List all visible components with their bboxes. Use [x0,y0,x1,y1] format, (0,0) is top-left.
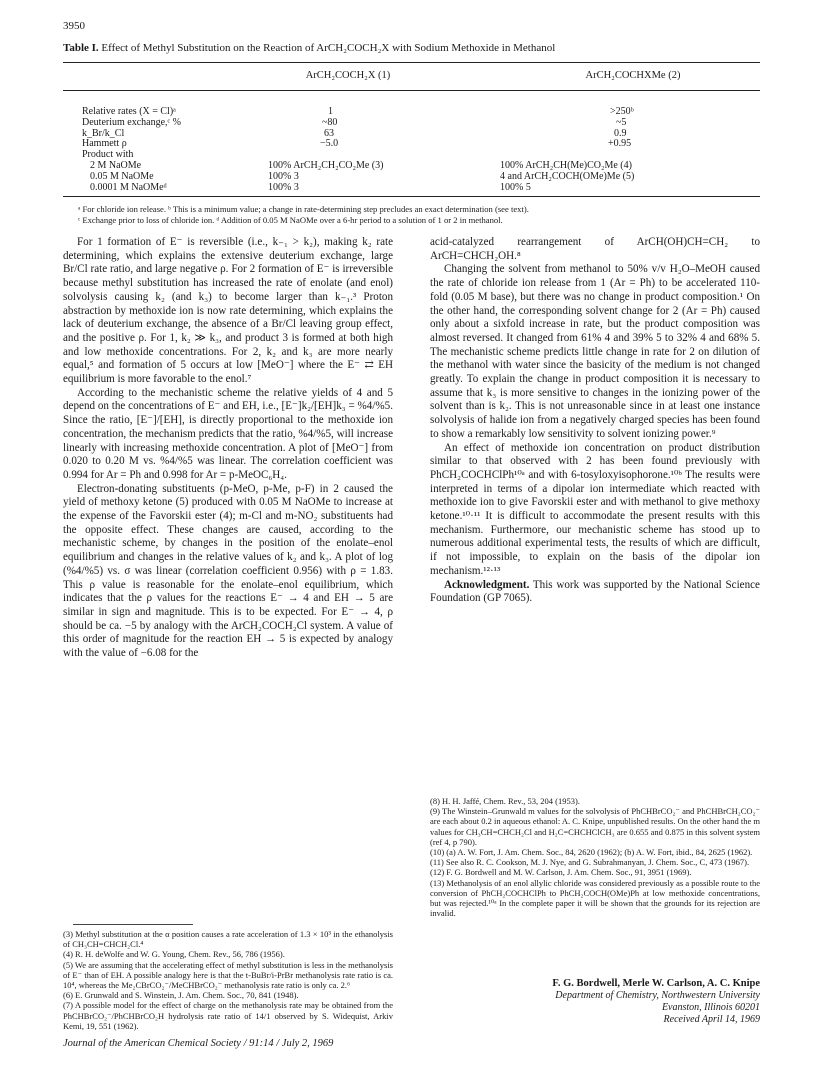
row-label: 0.0001 M NaOMeᵈ [90,181,167,193]
table-caption [63,42,763,54]
affiliation-city: Evanston, Illinois 60201 [661,1002,760,1013]
ack-text: This work was supported by the National Science Foundation (GP 7065). [430,578,760,605]
table-top-rule [63,62,760,63]
right-references [430,796,760,918]
acknowledgment [430,579,760,606]
affiliation: Department of Chemistry, Northwestern University [555,990,760,1001]
table-cell: 100% ArCH₂CH(Me)CO₂Me (4) [500,159,632,171]
row-label: Relative rates (X = Cl)ᵃ [82,106,176,117]
reference: (11) See also R. C. Cookson, M. J. Nye, and G. Subrahmanyan, J. Chem. Soc., C, 473 (1967). [430,857,750,868]
reference: (4) R. H. deWolfe and W. G. Young, Chem. Rev., 56, 786 (1956). [63,949,285,960]
table-col1-header: ArCH₂COCH₂X (1) [305,70,391,81]
table-cell: −5.0 [320,138,339,150]
body-paragraph: Electron-donating substituents (p-MeO, p-Me, p-F) in 2 caused the yield of methoxy ketone (5) produced with 0.05 M NaOMe to increase at the expense of the Favorskii ester (4); m-Cl and m-NO₂ substituents had the opposite effect. These changes are caused, according to the mechanistic scheme, by changes in the position of the enolate–enol equilibrium and changes in the relative values of k₂ and k₃. A plot of log (%4/%5) vs. σ was linear (correlation coefficient 0.956) with ρ = 1.83. This ρ value is reasonable for the enolate–enol equilibrium, which indicates that the ρ values for the reactions E⁻ → 4 and EH → 5 are similar in sign and magnitude. This is to be expected. For E⁻ → 4, ρ should be ca. −5 by analogy with the ArCH₂COCH₂Cl system. A value of this order of magnitude for the reaction EH → 5 is expected by analogy with the value of −6.08 for the [63,482,393,660]
table-cell: 63 [324,127,334,139]
table-label: Table I. [63,42,99,54]
table-footnote: ᶜ Exchange prior to loss of chloride ion. ᵈ Addition of 0.05 M NaOMe over a 6-hr period to a solution of 1 or 2 in methanol. [78,214,503,225]
row-label: 0.05 M NaOMe [90,170,154,182]
left-column [63,236,393,661]
table-cell: 0.9 [614,127,627,139]
row-label: Deuterium exchange,ᶜ % [82,116,181,128]
reference: (6) E. Grunwald and S. Winstein, J. Am. Chem. Soc., 70, 841 (1948). [63,990,299,1001]
right-column [430,236,760,606]
page-number: 3950 [63,20,85,32]
reference: (8) H. H. Jaffé, Chem. Rev., 53, 204 (1953). [430,796,580,806]
table-row-labels [82,107,181,193]
reference: (7) A possible model for the effect of charge on the methanolysis rate may be obtained from the PhCHBrCO₂⁻/PhCHBrCO₂H hydrolysis rate ratio of 14/1 observed by S. Widequist, Arkiv Kemi, 19, 551 (1962). [63,1000,393,1031]
table-cell: >250ᵇ [610,106,634,117]
journal-footer: Journal of the American Chemical Society / 91:14 / July 2, 1969 [63,1038,334,1049]
table-header-rule [63,90,760,91]
table-cell: 100% ArCH₂CH₂CO₂Me (3) [268,159,384,171]
table-caption-text: Effect of Methyl Substitution on the Reaction of ArCH₂COCH₂X with Sodium Methoxide in Methanol [101,42,556,54]
reference: (12) F. G. Bordwell and M. W. Carlson, J. Am. Chem. Soc., 91, 3951 (1969). [430,867,692,878]
table-cell: 100% 3 [268,181,299,193]
reference: (13) Methanolysis of an enol allylic chloride was considered previously as a possible route to the conversion of PhCH₂COCHClPh to PhCH₂COCH(OMe)Ph at low methoxide concentrations, but was rejected.¹⁰ᵃ In the complete paper it will be shown that the grounds for its rejection are invalid. [430,877,760,919]
table-bottom-rule [63,196,760,197]
table-col2-header: ArCH₂COCHXMe (2) [585,70,681,81]
reference: (9) The Winstein–Grunwald m values for the solvolysis of PhCHBrCO₂⁻ and PhCHBrCH₂CO₂⁻ are each about 0.2 in aqueous ethanol: A. C. Knipe, unpublished results. On the other hand the m values for CH₃CH=CHCH₂Cl and H₂C=CHCHClCH₃ are 0.655 and 0.875 in this solvent system (ref 4, p 790). [430,806,760,847]
left-references [63,924,393,1031]
reference: (3) Methyl substitution at the α position causes a rate acceleration of 1.3 × 10³ in the ethanolysis of CH₃CH=CHCH₂Cl.⁴ [63,929,393,950]
table-cell: ~5 [616,116,627,128]
body-paragraph: An effect of methoxide ion concentration on product distribution similar to that observed with 2 has been found previously with PhCH₂COCHClPh¹⁰ᵃ and with 6-tosyloxyisophorone.¹⁰ᵇ The results were interpreted in terms of a dipolar ion intermediate which reacted with methoxide ion to give Favorskii ester and with methanol to give methoxy ketone.¹⁰·¹¹ It is difficult to accommodate the present results with this mechanism. Furthermore, our mechanistic scheme has stood up to numerous additional experimental tests, the results of which are difficult, if not impossible, to explain on the basis of the dipolar ion mechanism.¹²·¹³ [430,441,760,577]
table-footnotes [78,204,758,225]
table-cell: +0.95 [608,138,632,150]
table-cell: ~80 [322,116,338,128]
table-cell: 100% 5 [500,181,531,193]
table-cell: 100% 3 [268,170,299,182]
row-label: 2 M NaOMe [90,159,142,171]
body-paragraph: According to the mechanistic scheme the relative yields of 4 and 5 depend on the concentrations of E⁻ and EH, i.e., [E⁻]k₂/[EH]k₃ = %4/%5. Since the ratio, [E⁻]/[EH], is directly proportional to the methoxide ion concentration, the mechanism predicts that the ratio, %4/%5, will increase linearly with increasing methoxide concentration. A plot of [MeO⁻] from 0.020 to 0.20 M vs. %4/%5 was linear. The correlation coefficient was 0.994 for Ar = Ph and 0.998 for Ar = p-MeOC₆H₄. [63,386,393,481]
reference: (5) We are assuming that the accelerating effect of methyl substitution is less in the methanolysis of E⁻ than of EH. A possible analogy here is that the t-BuBr/i-PrBr methanolysis rate ratio is ca. 10⁴, whereas the Me₂CBrCO₂⁻/MeCHBrCO₂⁻ methanolysis rate ratio is only ca. 2.⁶ [63,959,393,991]
table-cell: 4 and ArCH₂COCH(OMe)Me (5) [500,170,635,182]
table-col2 [500,107,760,193]
row-label: Hammett ρ [82,138,127,150]
table-footnote: ᵃ For chloride ion release. ᵇ This is a minimum value; a change in rate-determining step precludes an exact determination (see text). [78,204,529,214]
table-col1 [268,107,418,193]
authors: F. G. Bordwell, Merle W. Carlson, A. C. Knipe [552,978,760,989]
footnote-divider [73,924,193,925]
author-block [430,978,760,1026]
body-paragraph: For 1 formation of E⁻ is reversible (i.e., k₋₁ > k₂), making k₂ rate determining, which explains the extensive deuterium exchange, large Br/Cl rate ratio, and large negative ρ. For 2 formation of E⁻ is irreversible because methyl substitution has increased the rate of enolate (and enol) solvolysis causing k₂ (and k₃) to become larger than k₋₁.³ Proton abstraction by methoxide ion is now rate determining, which explains the lack of deuterium exchange, the absence of a Br/Cl leaving group effect, and the positive ρ. For 1, k₂ ≫ k₃, and product 3 is formed at both high and low methoxide concentrations. For 2, k₂ and k₃ are more nearly equal,⁵ and formation of 5 occurs at low [MeO⁻] where the E⁻ ⇄ EH equilibrium is more favorable to the enol.⁷ [63,236,393,386]
body-paragraph: Changing the solvent from methanol to 50% v/v H₂O–MeOH caused the rate of chloride ion release from 1 (Ar = Ph) to be accelerated 110-fold (0.05 M base), but there was no change in product composition.¹ On the other hand, the corresponding solvent change for 2 (Ar = Ph) caused only about a sixfold increase in rate, but the product composition was almost reversed. It changed from 61% 4 and 39% 5 to 32% 4 and 68% 5. The mechanistic scheme predicts little change in rate for 2 on dilution of the methanol with water since the basicity of the medium is not changed greatly. To explain the change in product composition it is necessary to assume that k₃ is more sensitive to changes in the ionizing power of the solvent than is k₂. This is not unreasonable since in at least one instance solvolysis of halide ion from a negatively charged species has been found to show a remarkably low sensitivity to solvent ionizing power.⁹ [430,263,760,440]
reference: (10) (a) A. W. Fort, J. Am. Chem. Soc., 84, 2620 (1962); (b) A. W. Fort, ibid., 84, 2625 (1962). [430,847,753,858]
body-paragraph: acid-catalyzed rearrangement of ArCH(OH)CH=CH₂ to ArCH=CHCH₂OH.⁸ [430,236,760,262]
row-label: Product with [82,149,134,161]
ack-heading: Acknowledgment. [444,578,530,591]
received-date: Received April 14, 1969 [663,1014,760,1025]
table-cell: 1 [328,106,333,117]
row-label: k_Br/k_Cl [82,127,125,139]
